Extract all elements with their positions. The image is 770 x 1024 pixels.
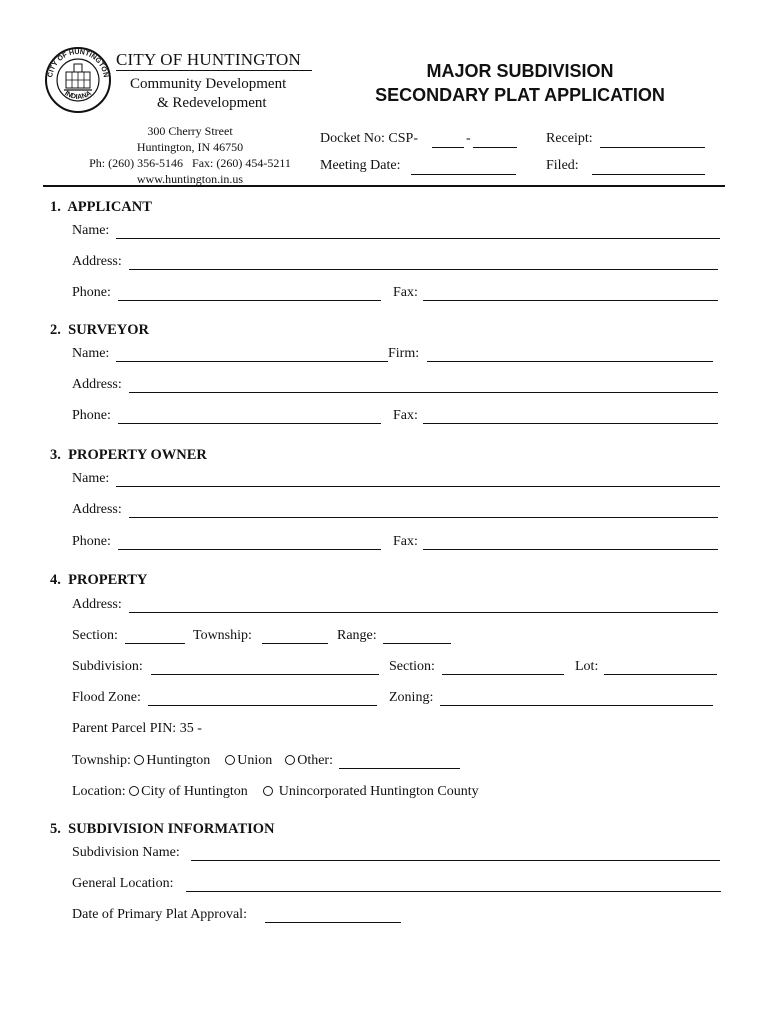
applicant-fax-field[interactable] xyxy=(423,300,718,301)
township-option-label: Huntington xyxy=(146,753,211,768)
property-range-field[interactable] xyxy=(383,643,451,644)
filed-label: Filed: xyxy=(546,158,579,173)
township-option-huntington[interactable] xyxy=(134,753,210,768)
property-section-label: Section: xyxy=(72,628,118,643)
subdivision-name-label: Subdivision Name: xyxy=(72,845,180,860)
owner-fax-field[interactable] xyxy=(423,549,718,550)
property-section2-label: Section: xyxy=(389,659,435,674)
org-website: www.huntington.in.us xyxy=(136,172,244,186)
primary-plat-approval-field[interactable] xyxy=(265,922,401,923)
property-section-field[interactable] xyxy=(125,643,185,644)
property-township-field[interactable] xyxy=(262,643,328,644)
title-line2: SECONDARY PLAT APPLICATION xyxy=(375,85,665,105)
applicant-address-label: Address: xyxy=(72,254,122,269)
org-city-state: Huntington, IN 46750 xyxy=(136,140,244,154)
radio-icon[interactable] xyxy=(129,786,139,796)
title-line1: MAJOR SUBDIVISION xyxy=(426,61,614,81)
property-zoning-label: Zoning: xyxy=(389,690,434,705)
parent-parcel-pin-label: Parent Parcel PIN: 35 - xyxy=(72,721,202,736)
surveyor-phone-label: Phone: xyxy=(72,408,111,423)
surveyor-phone-field[interactable] xyxy=(118,423,381,424)
docket-field-2[interactable] xyxy=(473,147,517,148)
location-option-county[interactable] xyxy=(263,784,479,799)
property-township-label: Township: xyxy=(193,628,252,643)
applicant-address-field[interactable] xyxy=(129,269,718,270)
applicant-phone-field[interactable] xyxy=(118,300,381,301)
org-street: 300 Cherry Street xyxy=(147,124,233,138)
property-lot-label: Lot: xyxy=(575,659,599,674)
surveyor-address-field[interactable] xyxy=(129,392,718,393)
surveyor-name-field[interactable] xyxy=(116,361,388,362)
property-range-label: Range: xyxy=(337,628,377,643)
owner-fax-label: Fax: xyxy=(393,534,418,549)
radio-icon[interactable] xyxy=(225,755,235,765)
township-other-field[interactable] xyxy=(339,768,460,769)
property-subdivision-field[interactable] xyxy=(151,674,379,675)
property-address-label: Address: xyxy=(72,597,122,612)
township-option-label: Union xyxy=(237,753,273,768)
surveyor-address-label: Address: xyxy=(72,377,122,392)
section-subdivision-title: 5. SUBDIVISION INFORMATION xyxy=(50,821,275,837)
property-address-field[interactable] xyxy=(129,612,718,613)
applicant-phone-label: Phone: xyxy=(72,285,111,300)
owner-name-label: Name: xyxy=(72,471,110,486)
city-seal xyxy=(44,46,112,114)
location-option-city[interactable] xyxy=(129,784,248,799)
owner-name-field[interactable] xyxy=(116,486,720,487)
property-subdivision-label: Subdivision: xyxy=(72,659,143,674)
receipt-field[interactable] xyxy=(600,147,705,148)
township-option-label: Other: xyxy=(297,753,333,768)
property-flood-zone-label: Flood Zone: xyxy=(72,690,141,705)
section-applicant-title: 1. APPLICANT xyxy=(50,199,152,215)
township-choice-row xyxy=(72,753,333,769)
city-name-rule xyxy=(116,70,312,71)
applicant-fax-label: Fax: xyxy=(393,285,418,300)
township-option-union[interactable] xyxy=(225,753,272,768)
property-section2-field[interactable] xyxy=(442,674,564,675)
section-surveyor-title: 2. SURVEYOR xyxy=(50,322,149,338)
radio-icon[interactable] xyxy=(263,786,273,796)
meeting-date-field[interactable] xyxy=(411,174,516,175)
applicant-name-field[interactable] xyxy=(116,238,720,239)
applicant-name-label: Name: xyxy=(72,223,110,238)
location-option-label: Unincorporated Huntington County xyxy=(278,784,479,799)
property-zoning-field[interactable] xyxy=(440,705,713,706)
dept-line2: & Redevelopment xyxy=(157,95,267,111)
township-choice-label: Township: xyxy=(72,753,131,768)
surveyor-fax-label: Fax: xyxy=(393,408,418,423)
seal-bottom-text: INDIANA xyxy=(63,89,93,101)
form-title xyxy=(330,59,710,107)
township-option-other[interactable] xyxy=(285,753,333,768)
section-owner-title: 3. PROPERTY OWNER xyxy=(50,447,207,463)
seal-top-text: CITY OF HUNTINGTON xyxy=(47,48,109,78)
owner-phone-label: Phone: xyxy=(72,534,111,549)
city-name: CITY OF HUNTINGTON xyxy=(116,50,301,69)
location-label: Location: xyxy=(72,784,126,799)
primary-plat-approval-label: Date of Primary Plat Approval: xyxy=(72,907,247,922)
surveyor-name-label: Name: xyxy=(72,346,110,361)
section-property-title: 4. PROPERTY xyxy=(50,572,148,588)
property-flood-zone-field[interactable] xyxy=(148,705,377,706)
general-location-label: General Location: xyxy=(72,876,174,891)
docket-label: Docket No: CSP- xyxy=(320,131,418,146)
owner-address-field[interactable] xyxy=(129,517,718,518)
dept-line1: Community Development xyxy=(130,76,287,92)
surveyor-firm-label: Firm: xyxy=(388,346,420,361)
filed-field[interactable] xyxy=(592,174,705,175)
owner-address-label: Address: xyxy=(72,502,122,517)
surveyor-firm-field[interactable] xyxy=(427,361,713,362)
org-address xyxy=(60,123,320,187)
radio-icon[interactable] xyxy=(285,755,295,765)
subdivision-name-field[interactable] xyxy=(191,860,720,861)
property-lot-field[interactable] xyxy=(604,674,717,675)
general-location-field[interactable] xyxy=(186,891,721,892)
docket-sep: - xyxy=(466,131,471,146)
radio-icon[interactable] xyxy=(134,755,144,765)
header-divider xyxy=(43,185,725,187)
org-phone-fax: Ph: (260) 356-5146 Fax: (260) 454-5211 xyxy=(89,156,291,170)
meeting-date-label: Meeting Date: xyxy=(320,158,401,173)
receipt-label: Receipt: xyxy=(546,131,593,146)
surveyor-fax-field[interactable] xyxy=(423,423,718,424)
owner-phone-field[interactable] xyxy=(118,549,381,550)
svg-text:INDIANA xyxy=(63,90,92,101)
location-option-label: City of Huntington xyxy=(141,784,248,799)
docket-field-1[interactable] xyxy=(432,147,464,148)
location-row xyxy=(72,784,479,800)
